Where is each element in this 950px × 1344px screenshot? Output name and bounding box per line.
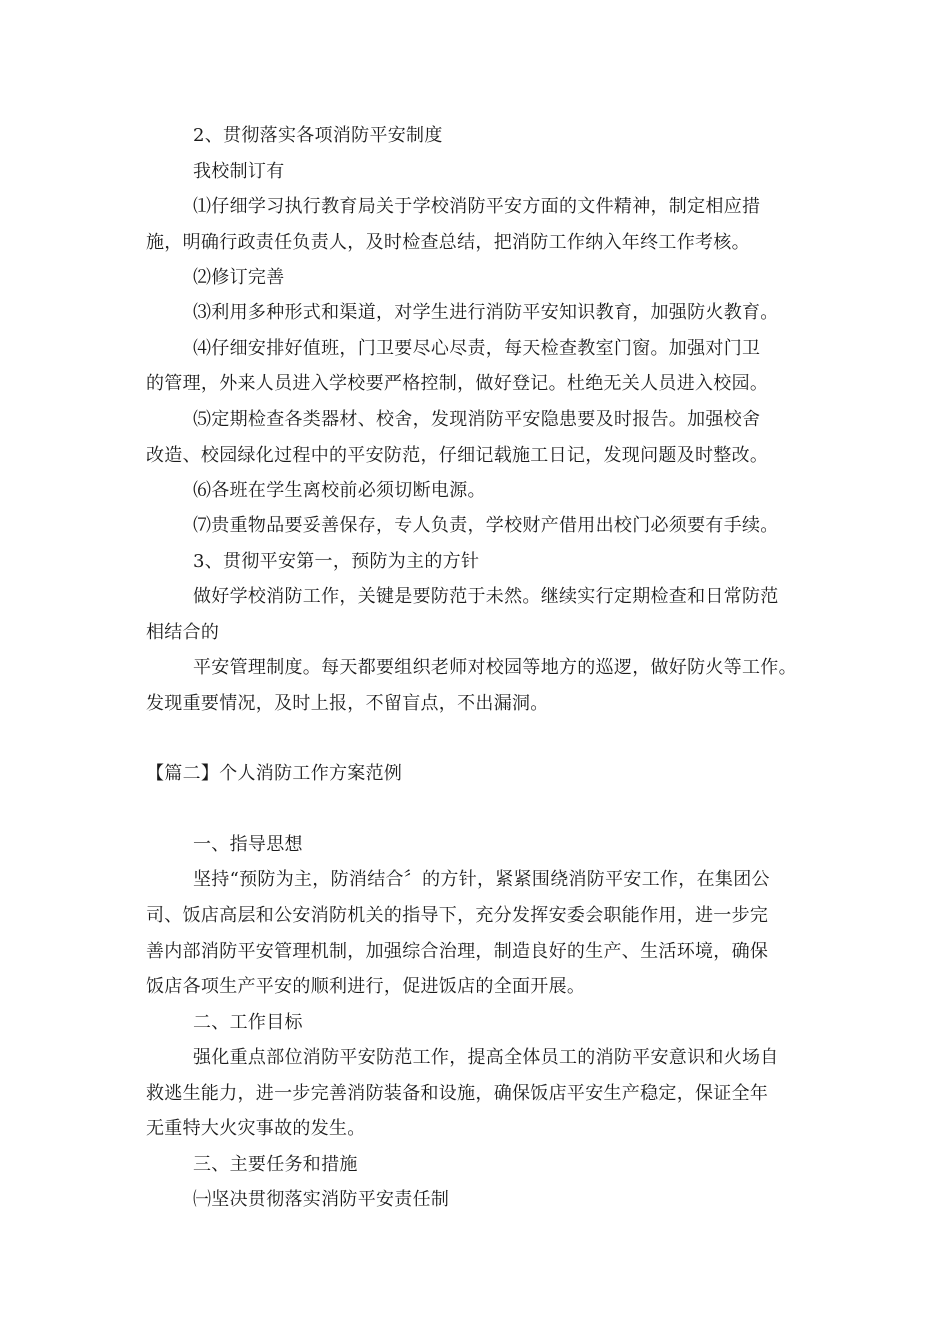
paragraph-line: 我校制订有 — [193, 161, 285, 182]
paragraph-line: ⑶利用多种形式和渠道，对学生进行消防平安知识教育，加强防火教育。 — [193, 302, 779, 323]
heading-3-safety-first: 3、贯彻平安第一，预防为主的方针 — [193, 551, 480, 572]
paragraph-line: 善内部消防平安管理机制，加强综合治理，制造良好的生产、生活环境，确保 — [146, 941, 769, 962]
heading-guiding-ideology: 一、指导思想 — [193, 834, 303, 855]
subheading-responsibility-system: ㈠坚决贯彻落实消防平安责任制 — [193, 1189, 450, 1210]
paragraph-line: 强化重点部位消防平安防范工作，提高全体员工的消防平安意识和火场自 — [193, 1047, 779, 1068]
heading-work-goals: 二、工作目标 — [193, 1012, 303, 1033]
paragraph-line: 相结合的 — [146, 622, 220, 643]
heading-main-tasks: 三、主要任务和措施 — [193, 1154, 358, 1175]
paragraph-line: ⑸定期检查各类器材、校舍，发现消防平安隐患要及时报告。加强校舍 — [193, 409, 761, 430]
paragraph-line: 救逃生能力，进一步完善消防装备和设施，确保饭店平安生产稳定，保证全年 — [146, 1083, 769, 1104]
paragraph-line: 发现重要情况，及时上报，不留盲点，不出漏洞。 — [146, 693, 549, 714]
paragraph-line: ⑴仔细学习执行教育局关于学校消防平安方面的文件精神，制定相应措 — [193, 196, 761, 217]
paragraph-line: 施，明确行政责任负责人，及时检查总结，把消防工作纳入年终工作考核。 — [146, 232, 750, 253]
paragraph-line: ⑺贵重物品要妥善保存，专人负责，学校财产借用出校门必须要有手续。 — [193, 515, 779, 536]
heading-2-fire-safety-system: 2、贯彻落实各项消防平安制度 — [193, 125, 443, 146]
paragraph-line: 平安管理制度。每天都要组织老师对校园等地方的巡逻，做好防火等工作。 — [193, 657, 797, 678]
paragraph-line: 坚持“预防为主，防消结合〞的方针，紧紧围绕消防平安工作，在集团公 — [193, 869, 770, 890]
paragraph-line: ⑵修订完善 — [193, 267, 285, 288]
paragraph-line: 司、饭店高层和公安消防机关的指导下，充分发挥安委会职能作用，进一步完 — [146, 905, 769, 926]
paragraph-line: ⑷仔细安排好值班，门卫要尽心尽责，每天检查教室门窗。加强对门卫 — [193, 338, 761, 359]
paragraph-line: 的管理，外来人员进入学校要严格控制，做好登记。杜绝无关人员进入校园。 — [146, 373, 769, 394]
paragraph-line: ⑹各班在学生离校前必须切断电源。 — [193, 480, 486, 501]
section-title-part-two: 【篇二】个人消防工作方案范例 — [146, 763, 403, 784]
paragraph-line: 改造、校园绿化过程中的平安防范，仔细记载施工日记，发现问题及时整改。 — [146, 445, 769, 466]
paragraph-line: 做好学校消防工作，关键是要防范于未然。继续实行定期检查和日常防范 — [193, 586, 779, 607]
paragraph-line: 饭店各项生产平安的顺利进行，促进饭店的全面开展。 — [146, 976, 586, 997]
paragraph-line: 无重特大火灾事故的发生。 — [146, 1118, 366, 1139]
